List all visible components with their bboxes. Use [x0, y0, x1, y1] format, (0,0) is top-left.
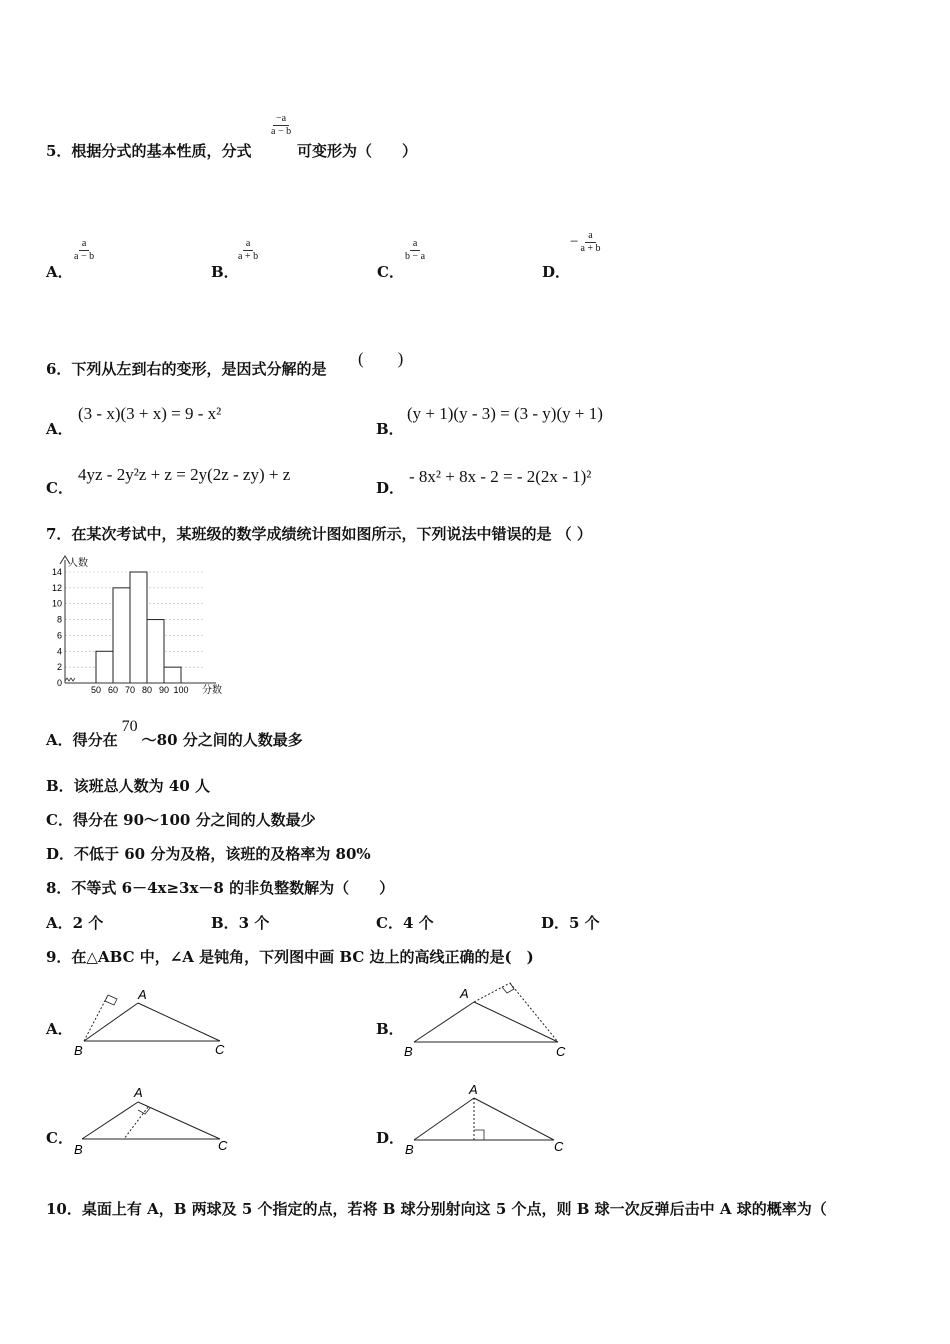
x-tick-label: 90 [158, 685, 170, 695]
fraction-denominator: a + b [238, 251, 259, 262]
q8-option-a: A．2 个 [46, 914, 104, 932]
fraction-denominator: a − b [74, 251, 95, 262]
histogram-bar-80-90 [147, 620, 164, 683]
y-tick-label: 8 [56, 614, 62, 625]
y-axis-label: 人数 [68, 558, 88, 569]
x-tick-label: 80 [141, 685, 153, 695]
q7-option-a-suffix: ～80 分之间的人数最多 [141, 731, 303, 749]
q7-option-a-prefix: A．得分在 [46, 731, 118, 749]
y-tick-label: 0 [56, 678, 62, 688]
x-tick-label: 60 [107, 685, 119, 695]
vertex-label-b: B [74, 1043, 83, 1058]
q7-histogram [44, 552, 234, 697]
vertex-label-b: B [404, 1044, 413, 1059]
q5-option-d-label: D． [542, 263, 571, 281]
histogram-bars [96, 572, 181, 683]
y-tick-label: 2 [56, 662, 62, 673]
q7-option-c: C．得分在 90～100 分之间的人数最少 [46, 811, 316, 829]
y-tick-label: 12 [51, 582, 62, 593]
q5-stem-suffix: 可变形为（ ） [297, 142, 418, 160]
q9-figure-c [72, 1082, 237, 1162]
q6-option-a-expr: (3 - x)(3 + x) = 9 - x² [78, 404, 222, 423]
q8-option-b: B．3 个 [211, 914, 270, 932]
x-tick-label: 50 [90, 685, 102, 695]
q9-figure-d [402, 1080, 572, 1165]
q5-option-b-fraction [238, 231, 258, 262]
q6-stem: 6．下列从左到右的变形，是因式分解的是 [46, 360, 327, 378]
q7-option-a-number: 70 [121, 718, 138, 735]
vertex-label-b: B [405, 1142, 414, 1157]
y-tick-label: 10 [51, 598, 62, 609]
vertex-label-a: A [460, 986, 469, 1001]
q5-stem: 5．根据分式的基本性质，分式 [46, 142, 252, 160]
q5-option-b-label: B． [211, 263, 239, 281]
vertex-label-c: C [215, 1042, 225, 1057]
q5-main-fraction [271, 106, 291, 137]
vertex-label-c: C [554, 1139, 564, 1154]
fraction-numerator: a [410, 239, 420, 251]
q5-option-a-fraction [74, 231, 94, 262]
y-tick-labels [52, 567, 62, 688]
q7-option-b: B．该班总人数为 40 人 [46, 777, 210, 795]
q9-figure-b [402, 975, 577, 1065]
q9-option-a-label: A． [46, 1020, 73, 1038]
minus-sign: − [570, 234, 579, 250]
q7-option-d: D．不低于 60 分为及格，该班的及格率为 80% [46, 845, 371, 863]
q9-option-d-label: D． [376, 1129, 405, 1147]
vertex-label-c: C [218, 1138, 228, 1153]
x-axis-label: 分数 [202, 685, 222, 696]
vertex-label-a: A [134, 1085, 143, 1100]
x-tick-label: 100 [173, 685, 189, 695]
q6-option-b-label: B． [376, 420, 404, 438]
fraction-numerator: a [79, 239, 89, 251]
q10-stem: 10．桌面上有 A，B 两球及 5 个指定的点，若将 B 球分别射向这 5 个点，则 B 球一次反弹后击中 A 球的概率为（ [46, 1200, 827, 1218]
q5-options [46, 231, 646, 281]
vertex-label-c: C [556, 1044, 566, 1059]
q5-option-d-fraction [570, 231, 601, 254]
q9-option-c-label: C． [46, 1129, 73, 1147]
q9-stem: 9．在△ABC 中，∠A 是钝角，下列图中画 BC 边上的高线正确的是( ) [46, 948, 534, 966]
x-tick-labels [91, 685, 189, 695]
q9-figure-a [72, 985, 237, 1060]
q6-option-b-expr: (y + 1)(y - 3) = (3 - y)(y + 1) [407, 404, 603, 423]
q5-option-c-fraction [405, 231, 425, 262]
vertex-label-a: A [138, 987, 147, 1002]
fraction-numerator: −a [273, 114, 289, 126]
y-tick-label: 4 [56, 646, 62, 657]
q8-option-c: C．4 个 [376, 914, 434, 932]
vertex-label-b: B [74, 1142, 83, 1157]
histogram-bar-70-80 [130, 572, 147, 683]
q7-stem: 7．在某次考试中，某班级的数学成绩统计图如图所示，下列说法中错误的是 （ ） [46, 525, 592, 543]
q7-option-a [46, 718, 303, 750]
q6-option-d-expr: - 8x² + 8x - 2 = - 2(2x - 1)² [409, 467, 592, 486]
y-tick-label: 6 [56, 630, 62, 641]
q9-option-b-label: B． [376, 1020, 404, 1038]
fraction-denominator: a − b [271, 126, 292, 137]
histogram-bar-60-70 [113, 588, 130, 683]
q8-stem: 8．不等式 6－4x≥3x－8 的非负整数解为（ ） [46, 879, 395, 897]
q6-option-c-expr: 4yz - 2y²z + z = 2y(2z - zy) + z [78, 465, 291, 484]
q6-option-a-label: A． [46, 420, 73, 438]
histogram-bar-50-60 [96, 651, 113, 683]
vertex-label-a: A [469, 1082, 478, 1097]
q5-option-c-label: C． [377, 263, 404, 281]
q6-answer-paren: ( ) [358, 349, 404, 368]
q8-option-d: D．5 个 [541, 914, 600, 932]
fraction-denominator: a + b [580, 243, 601, 254]
fraction-denominator: b − a [405, 251, 426, 262]
fraction-numerator: a [585, 231, 595, 243]
q6-option-c-label: C． [46, 479, 73, 497]
axis-break [65, 678, 75, 681]
x-tick-label: 70 [124, 685, 136, 695]
q6-option-d-label: D． [376, 479, 405, 497]
y-tick-label: 14 [51, 567, 62, 577]
fraction-numerator: a [243, 239, 253, 251]
q5-option-a-label: A． [46, 263, 73, 281]
histogram-bar-90-100 [164, 667, 181, 683]
